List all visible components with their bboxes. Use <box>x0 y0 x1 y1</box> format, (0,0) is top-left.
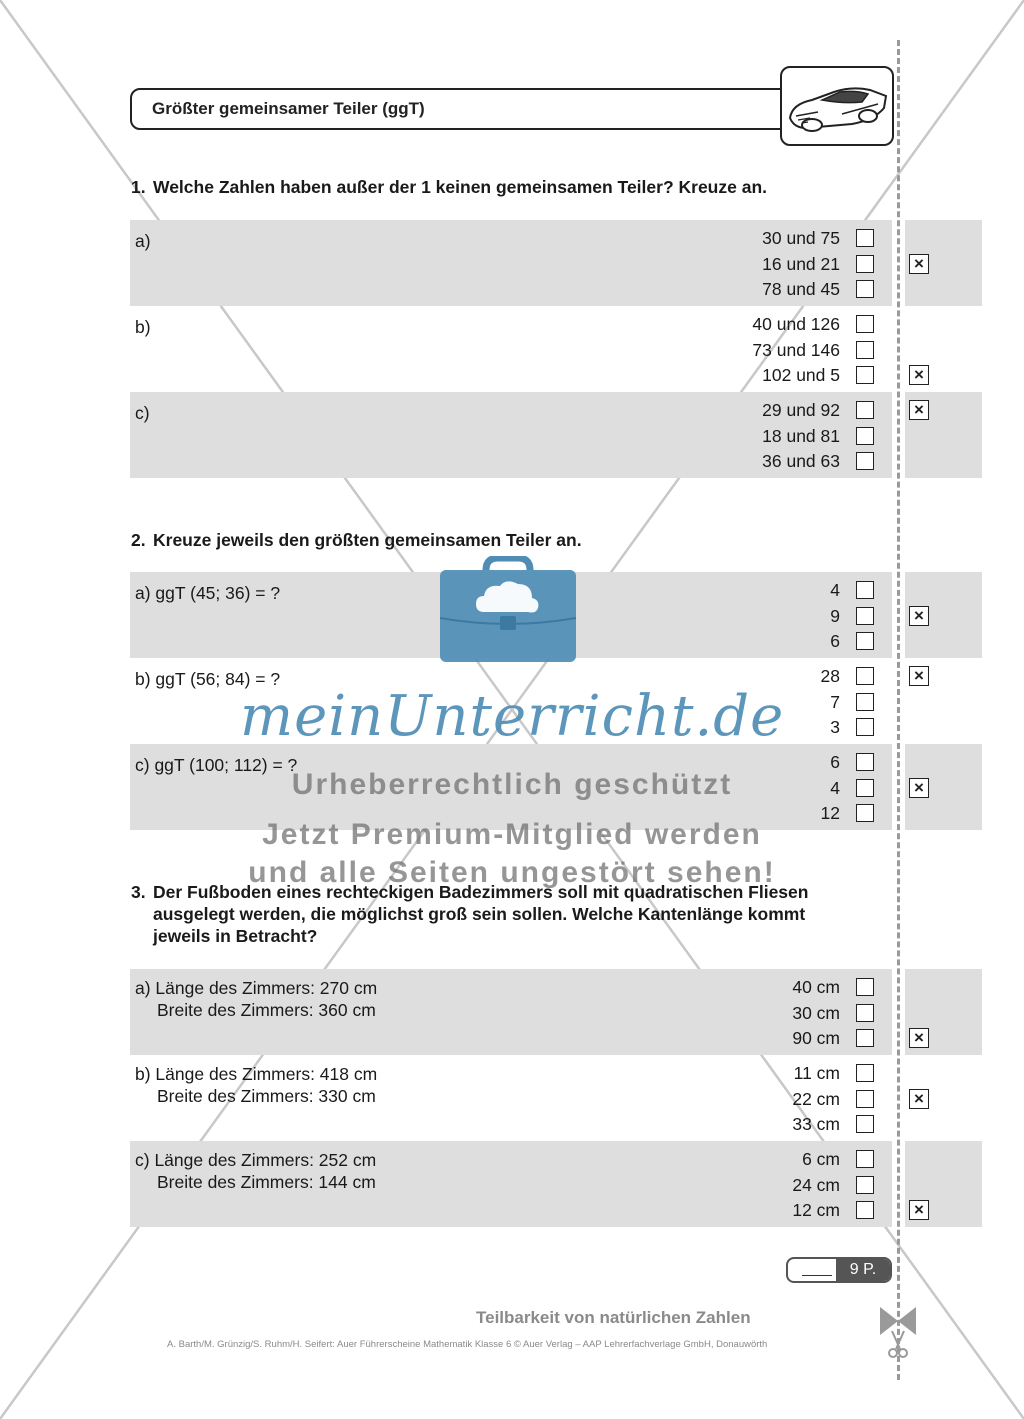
solution-checkbox-checked: × <box>909 1200 929 1220</box>
solution-checkbox-checked: × <box>909 778 929 798</box>
task3-number: 3. <box>131 882 146 902</box>
answer-checkbox[interactable] <box>856 667 874 685</box>
score-points: 9 P. <box>836 1259 890 1281</box>
answer-checkbox[interactable] <box>856 1201 874 1219</box>
answer-checkbox[interactable] <box>856 581 874 599</box>
task-row-label-line-2: Breite des Zimmers: 144 cm <box>157 1172 376 1192</box>
answer-option-text: 4 <box>830 580 840 600</box>
answer-option-text: 9 <box>830 605 840 626</box>
task-row-label: a) <box>135 231 151 251</box>
answer-option-text: 102 und 5 <box>762 365 840 385</box>
solution-checkbox-checked: × <box>909 400 929 420</box>
answer-option-text: 22 cm <box>792 1088 840 1109</box>
footer-credit: A. Barth/M. Grünzig/S. Ruhm/H. Seifert: Auer Führerscheine Mathematik Klasse 6 © Auer Verlag – AAP Lehrerfachverlage GmbH, Donauwörth <box>167 1339 768 1350</box>
answer-option-text: 18 und 81 <box>762 425 840 446</box>
answer-option-text: 24 cm <box>792 1174 840 1195</box>
answer-checkbox[interactable] <box>856 753 874 771</box>
watermark-line-3: und alle Seiten ungestört sehen! <box>248 856 776 889</box>
answer-checkbox[interactable] <box>856 779 874 797</box>
answer-checkbox[interactable] <box>856 255 874 273</box>
answer-option-text: 90 cm <box>792 1028 840 1048</box>
answer-checkbox[interactable] <box>856 978 874 996</box>
answer-checkbox[interactable] <box>856 280 874 298</box>
answer-option-text: 29 und 92 <box>762 400 840 420</box>
answer-checkbox[interactable] <box>856 1064 874 1082</box>
answer-option-text: 30 cm <box>792 1002 840 1023</box>
answer-option-text: 12 cm <box>792 1200 840 1220</box>
task-row-label: b) ggT (56; 84) = ? <box>135 669 281 689</box>
answer-checkbox[interactable] <box>856 1029 874 1047</box>
task-row-label: c) <box>135 403 150 423</box>
watermark-brand: meinUnterricht.de <box>240 684 785 749</box>
answer-checkbox[interactable] <box>856 1176 874 1194</box>
answer-option-text: 7 <box>830 691 840 712</box>
briefcase-cloud-icon <box>438 556 578 669</box>
solution-checkbox-checked: × <box>909 365 929 385</box>
sports-car-icon <box>780 66 894 146</box>
answer-checkbox[interactable] <box>856 804 874 822</box>
task-row-label: a) Länge des Zimmers: 270 cm <box>135 978 378 998</box>
answer-option-text: 78 und 45 <box>762 279 840 299</box>
footer-title: Teilbarkeit von natürlichen Zahlen <box>476 1308 751 1327</box>
answer-checkbox[interactable] <box>856 693 874 711</box>
answer-checkbox[interactable] <box>856 632 874 650</box>
solution-checkbox-checked: × <box>909 606 929 626</box>
task-row-label: c) Länge des Zimmers: 252 cm <box>135 1150 377 1170</box>
answer-option-text: 28 <box>820 666 840 686</box>
answer-option-text: 36 und 63 <box>762 451 840 471</box>
task3-heading-line-1: Der Fußboden eines rechteckigen Badezimmers soll mit quadratischen Fliesen <box>153 882 809 902</box>
task-row-label: c) ggT (100; 112) = ? <box>135 755 298 775</box>
answer-option-text: 73 und 146 <box>752 339 840 360</box>
answer-option-text: 4 <box>830 777 840 798</box>
watermark-line-2: Jetzt Premium-Mitglied werden <box>262 818 762 851</box>
solution-checkbox-checked: × <box>909 1089 929 1109</box>
task-row-label: a) ggT (45; 36) = ? <box>135 583 281 603</box>
answer-checkbox[interactable] <box>856 1115 874 1133</box>
answer-option-text: 11 cm <box>793 1063 840 1083</box>
task-row-label: b) <box>135 317 151 337</box>
task1-number: 1. <box>131 177 146 197</box>
task3-heading-line-2: ausgelegt werden, die möglichst groß sein sollen. Welche Kantenlänge kommt <box>153 904 806 924</box>
cut-line <box>897 40 900 1380</box>
answer-checkbox[interactable] <box>856 452 874 470</box>
task-row-label: b) Länge des Zimmers: 418 cm <box>135 1064 378 1084</box>
answer-option-text: 3 <box>830 717 840 737</box>
answer-checkbox[interactable] <box>856 427 874 445</box>
score-box <box>786 1257 892 1283</box>
task3-heading-line-3: jeweils in Betracht? <box>153 926 318 946</box>
answer-checkbox[interactable] <box>856 366 874 384</box>
answer-option-text: 6 cm <box>802 1149 840 1169</box>
answer-checkbox[interactable] <box>856 315 874 333</box>
score-blank <box>802 1275 832 1276</box>
solution-checkbox-checked: × <box>909 666 929 686</box>
answer-checkbox[interactable] <box>856 1004 874 1022</box>
task2-heading <box>131 529 582 551</box>
answer-option-text: 33 cm <box>792 1114 840 1134</box>
answer-option-text: 40 und 126 <box>752 314 840 334</box>
answer-checkbox[interactable] <box>856 718 874 736</box>
solution-checkbox-checked: × <box>909 1028 929 1048</box>
answer-checkbox[interactable] <box>856 401 874 419</box>
solution-checkbox-checked: × <box>909 254 929 274</box>
answer-checkbox[interactable] <box>856 607 874 625</box>
answer-option-text: 12 <box>820 803 840 823</box>
answer-option-text: 40 cm <box>792 977 840 997</box>
task-row-label-line-2: Breite des Zimmers: 360 cm <box>157 1000 376 1020</box>
answer-checkbox[interactable] <box>856 229 874 247</box>
answer-checkbox[interactable] <box>856 341 874 359</box>
answer-option-text: 6 <box>830 631 840 651</box>
answer-option-text: 16 und 21 <box>762 253 840 274</box>
answer-checkbox[interactable] <box>856 1090 874 1108</box>
task2-heading-text: Kreuze jeweils den größten gemeinsamen Teiler an. <box>153 530 582 550</box>
task1-heading <box>131 176 767 198</box>
task-row-label-line-2: Breite des Zimmers: 330 cm <box>157 1086 376 1106</box>
answer-checkbox[interactable] <box>856 1150 874 1168</box>
watermark-line-1: Urheberrechtlich geschützt <box>291 768 733 801</box>
page-title: Größter gemeinsamer Teiler (ggT) <box>152 99 425 118</box>
scissors-icon <box>878 1303 918 1366</box>
task1-heading-text: Welche Zahlen haben außer der 1 keinen gemeinsamen Teiler? Kreuze an. <box>153 177 767 197</box>
answer-option-text: 30 und 75 <box>762 228 840 248</box>
answer-option-text: 6 <box>830 752 840 772</box>
task2-number: 2. <box>131 530 146 550</box>
